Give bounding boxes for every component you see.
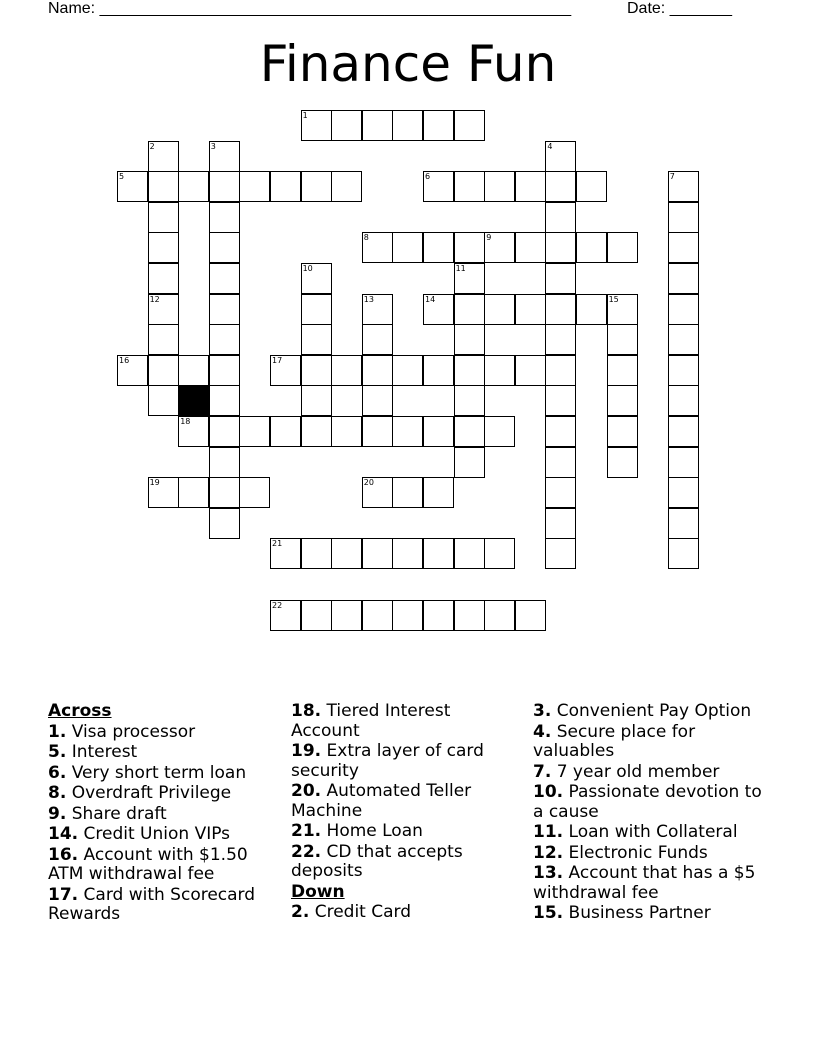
grid-cell[interactable]: [545, 141, 576, 172]
grid-cell[interactable]: [423, 294, 454, 325]
grid-cell[interactable]: [484, 416, 515, 447]
grid-cell[interactable]: [362, 110, 393, 141]
grid-cell[interactable]: [668, 385, 699, 416]
grid-cell[interactable]: [668, 416, 699, 447]
grid-cell[interactable]: [331, 171, 362, 202]
grid-cell[interactable]: [362, 232, 393, 263]
grid-cell[interactable]: [148, 141, 179, 172]
grid-cell[interactable]: [148, 294, 179, 325]
clue-number: 5: [119, 172, 125, 182]
grid-cell[interactable]: [484, 232, 515, 263]
grid-cell[interactable]: [148, 385, 179, 416]
grid-cell[interactable]: [209, 385, 240, 416]
clue-down-12: 12. Electronic Funds: [533, 842, 708, 863]
grid-cell[interactable]: [607, 416, 638, 447]
grid-cell[interactable]: [515, 355, 546, 386]
clue-across-5: 5. Interest: [48, 742, 138, 762]
grid-cell[interactable]: [668, 202, 699, 233]
grid-cell[interactable]: [545, 294, 576, 325]
grid-cell[interactable]: [239, 416, 270, 447]
clue-number: 8: [363, 233, 369, 243]
grid-cell[interactable]: [545, 477, 576, 508]
grid-cell[interactable]: [545, 202, 576, 233]
clue-number: 6: [425, 172, 431, 182]
grid-cell[interactable]: [178, 171, 209, 202]
grid-cell[interactable]: [515, 171, 546, 202]
clue-down-7: 7. 7 year old member: [533, 761, 720, 782]
grid-cell[interactable]: [454, 263, 485, 294]
grid-cell[interactable]: [607, 447, 638, 478]
grid-cell[interactable]: [362, 355, 393, 386]
grid-cell[interactable]: [392, 355, 423, 386]
grid-cell[interactable]: [392, 477, 423, 508]
grid-cell[interactable]: [331, 600, 362, 631]
grid-cell[interactable]: [668, 171, 699, 202]
grid-cell[interactable]: [484, 294, 515, 325]
clue-number: 4: [547, 141, 553, 151]
grid-cell[interactable]: [423, 600, 454, 631]
grid-cell[interactable]: [607, 294, 638, 325]
grid-cell[interactable]: [362, 600, 393, 631]
grid-cell[interactable]: [423, 232, 454, 263]
grid-cell[interactable]: [454, 600, 485, 631]
grid-cell[interactable]: [148, 171, 179, 202]
grid-cell[interactable]: [545, 447, 576, 478]
clue-number: 7: [669, 172, 675, 182]
grid-cell[interactable]: [454, 385, 485, 416]
grid-cell[interactable]: [178, 416, 209, 447]
grid-cell[interactable]: [301, 385, 332, 416]
clue-across-14: 14. Credit Union VIPs: [48, 824, 231, 844]
grid-cell[interactable]: [148, 477, 179, 508]
grid-cell[interactable]: [545, 508, 576, 539]
grid-cell[interactable]: [148, 232, 179, 263]
grid-cell[interactable]: [454, 171, 485, 202]
clue-number: 9: [486, 233, 492, 243]
grid-cell[interactable]: [668, 324, 699, 355]
grid-cell[interactable]: [301, 600, 332, 631]
grid-cell[interactable]: [607, 324, 638, 355]
clue-across-8: 8. Overdraft Privilege: [48, 783, 232, 803]
grid-cell[interactable]: [668, 232, 699, 263]
grid-cell[interactable]: [576, 294, 607, 325]
grid-cell[interactable]: [178, 477, 209, 508]
grid-cell[interactable]: [515, 600, 546, 631]
grid-cell[interactable]: [484, 355, 515, 386]
clue-down-2: 2. Credit Card: [291, 902, 412, 922]
clue-number: 16: [119, 355, 130, 365]
grid-cell[interactable]: [423, 477, 454, 508]
grid-cell[interactable]: [545, 171, 576, 202]
grid-cell[interactable]: [270, 355, 301, 386]
clue-number: 18: [180, 417, 191, 426]
clue-number: 19: [149, 478, 160, 488]
clue-across-21: 21. Home Loan: [291, 821, 423, 841]
grid-cell[interactable]: [454, 324, 485, 355]
grid-cell[interactable]: [301, 171, 332, 202]
grid-cell[interactable]: [668, 538, 699, 569]
grid-cell[interactable]: [545, 538, 576, 569]
grid-cell[interactable]: [362, 416, 393, 447]
clue-across-22: 22. CD that accepts deposits: [291, 841, 463, 881]
grid-cell[interactable]: [392, 538, 423, 569]
grid-cell[interactable]: [454, 110, 485, 141]
grid-cell[interactable]: [301, 355, 332, 386]
clues-column-1: [48, 702, 278, 926]
grid-cell[interactable]: [301, 263, 332, 294]
clue-across-17: 17. Card with Scorecard Rewards: [48, 884, 256, 924]
grid-cell[interactable]: [148, 355, 179, 386]
grid-cell[interactable]: [454, 447, 485, 478]
grid-cell[interactable]: [454, 538, 485, 569]
grid-cell[interactable]: [301, 538, 332, 569]
clue-number: 10: [302, 264, 313, 273]
grid-cell[interactable]: [668, 447, 699, 478]
grid-cell[interactable]: [209, 508, 240, 539]
grid-cell[interactable]: [607, 232, 638, 263]
grid-cell[interactable]: [576, 171, 607, 202]
grid-cell[interactable]: [209, 141, 240, 172]
clue-across-20: 20. Automated Teller Machine: [291, 781, 472, 821]
grid-cell[interactable]: [484, 171, 515, 202]
grid-cell[interactable]: [545, 232, 576, 263]
grid-cell[interactable]: [270, 171, 301, 202]
grid-cell[interactable]: [515, 232, 546, 263]
grid-cell[interactable]: [117, 171, 148, 202]
grid-cell[interactable]: [545, 355, 576, 386]
grid-cell[interactable]: [209, 171, 240, 202]
grid-cell[interactable]: [545, 385, 576, 416]
black-square: [178, 385, 209, 416]
grid-cell[interactable]: [209, 294, 240, 325]
clue-across-9: 9. Share draft: [48, 803, 167, 824]
grid-cell[interactable]: [607, 385, 638, 416]
grid-cell[interactable]: [423, 355, 454, 386]
grid-cell[interactable]: [515, 294, 546, 325]
page-title: Finance Fun: [259, 35, 557, 93]
grid-cell[interactable]: [454, 416, 485, 447]
grid-cell[interactable]: [209, 416, 240, 447]
grid-cell[interactable]: [454, 294, 485, 325]
clue-across-1: 1. Visa processor: [48, 721, 196, 742]
grid-cell[interactable]: [668, 294, 699, 325]
clue-number: 14: [425, 294, 436, 304]
grid-cell[interactable]: [454, 232, 485, 263]
clue-down-11: 11. Loan with Collateral: [533, 822, 738, 842]
grid-cell[interactable]: [301, 324, 332, 355]
clue-number: 2: [149, 141, 155, 151]
grid-cell[interactable]: [362, 477, 393, 508]
grid-cell[interactable]: [668, 477, 699, 508]
clue-across-6: 6. Very short term loan: [48, 762, 247, 783]
grid-cell[interactable]: [423, 110, 454, 141]
grid-cell[interactable]: [270, 538, 301, 569]
grid-cell[interactable]: [392, 416, 423, 447]
grid-cell[interactable]: [392, 600, 423, 631]
grid-cell[interactable]: [209, 355, 240, 386]
clue-down-13: 13. Account that has a $5 withdrawal fee: [533, 863, 756, 903]
grid-cell[interactable]: [392, 110, 423, 141]
grid-cell[interactable]: [423, 416, 454, 447]
grid-cell[interactable]: [209, 263, 240, 294]
grid-cell[interactable]: [301, 416, 332, 447]
clues-column-2: [291, 702, 521, 924]
clue-down-4: 4. Secure place for valuables: [533, 721, 696, 761]
grid-cell[interactable]: [209, 232, 240, 263]
grid-cell[interactable]: [362, 324, 393, 355]
clue-number: 15: [608, 294, 619, 304]
grid-cell[interactable]: [209, 202, 240, 233]
across-heading: Across: [48, 701, 112, 721]
grid-cell[interactable]: [362, 538, 393, 569]
grid-cell[interactable]: [423, 171, 454, 202]
grid-cell[interactable]: [117, 355, 148, 386]
grid-cell[interactable]: [484, 600, 515, 631]
clues-column-3: [533, 702, 773, 925]
clue-number: 17: [272, 355, 283, 365]
clue-number: 1: [302, 111, 308, 120]
grid-cell[interactable]: [362, 385, 393, 416]
grid-cell[interactable]: [148, 202, 179, 233]
clue-number: 22: [272, 600, 283, 610]
grid-cell[interactable]: [331, 538, 362, 569]
grid-cell[interactable]: [301, 294, 332, 325]
grid-cell[interactable]: [209, 324, 240, 355]
clue-number: 21: [272, 539, 283, 549]
clue-down-15: 15. Business Partner: [533, 903, 711, 923]
grid-cell[interactable]: [423, 538, 454, 569]
clue-number: 12: [149, 294, 160, 304]
grid-cell[interactable]: [178, 355, 209, 386]
grid-cell[interactable]: [484, 538, 515, 569]
clue-across-19: 19. Extra layer of card security: [291, 741, 484, 781]
clue-down-3: 3. Convenient Pay Option: [533, 701, 752, 721]
grid-cell[interactable]: [209, 477, 240, 508]
grid-cell[interactable]: [545, 324, 576, 355]
grid-cell[interactable]: [668, 355, 699, 386]
grid-cell[interactable]: [239, 171, 270, 202]
grid-cell[interactable]: [331, 416, 362, 447]
grid-cell[interactable]: [545, 416, 576, 447]
clue-across-18: 18. Tiered Interest Account: [291, 701, 451, 741]
clue-number: 20: [363, 478, 374, 488]
grid-cell[interactable]: [301, 110, 332, 141]
grid-cell[interactable]: [668, 263, 699, 294]
grid-cell[interactable]: [331, 355, 362, 386]
grid-cell[interactable]: [148, 263, 179, 294]
grid-cell[interactable]: [270, 600, 301, 631]
clue-number: 3: [210, 141, 216, 151]
grid-cell[interactable]: [668, 508, 699, 539]
grid-cell[interactable]: [545, 263, 576, 294]
grid-cell[interactable]: [148, 324, 179, 355]
date-field-label: Date: _______: [627, 0, 732, 17]
clue-number: 11: [455, 264, 466, 273]
grid-cell[interactable]: [607, 355, 638, 386]
grid-cell[interactable]: [576, 232, 607, 263]
grid-cell[interactable]: [209, 447, 240, 478]
grid-cell[interactable]: [454, 355, 485, 386]
grid-cell[interactable]: [270, 416, 301, 447]
grid-cell[interactable]: [362, 294, 393, 325]
down-heading: Down: [291, 881, 345, 902]
grid-cell[interactable]: [239, 477, 270, 508]
clue-across-16: 16. Account with $1.50 ATM withdrawal fee: [48, 844, 248, 884]
grid-cell[interactable]: [331, 110, 362, 141]
clue-number: 13: [363, 294, 374, 304]
grid-cell[interactable]: [392, 232, 423, 263]
name-field-label: Name: _____________________________________________________: [48, 0, 572, 17]
clue-down-10: 10. Passionate devotion to a cause: [533, 782, 762, 822]
